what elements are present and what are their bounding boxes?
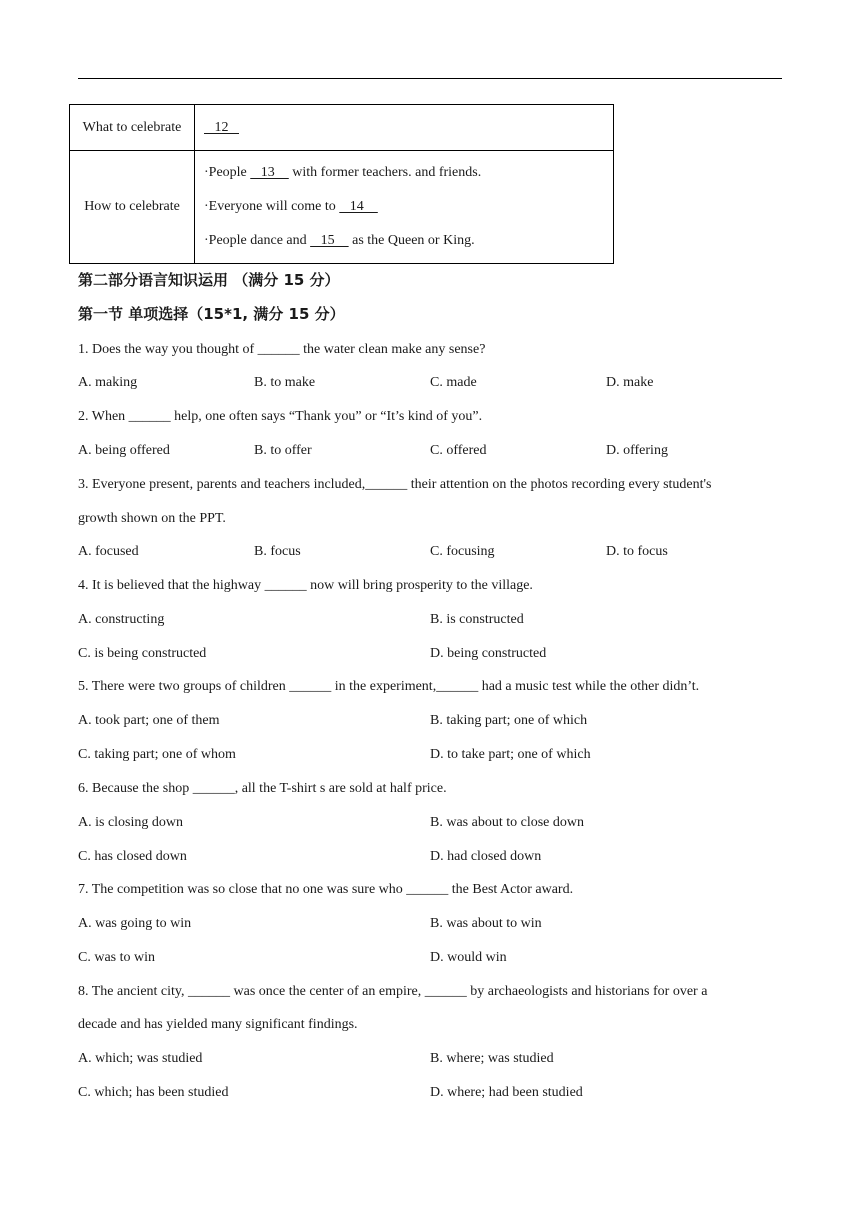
question-stem-continued: decade and has yielded many significant findings. — [78, 1017, 358, 1032]
question-stem: 5. There were two groups of children ______ in the experiment,______ had a music test while the other didn’t. — [78, 679, 700, 694]
option: C. has closed down — [78, 849, 187, 864]
question-stem: 2. When ______ help, one often says “Thank you” or “It’s kind of you”. — [78, 409, 483, 424]
question-stem: 7. The competition was so close that no one was sure who ______ the Best Actor award. — [78, 882, 574, 897]
table-row — [70, 151, 614, 264]
option: B. taking part; one of which — [430, 713, 588, 728]
option: B. was about to close down — [430, 815, 584, 830]
option: A. which; was studied — [78, 1051, 203, 1066]
question-stem: 3. Everyone present, parents and teachers included,______ their attention on the photos recording every student's — [78, 477, 712, 492]
option: C. made — [430, 375, 477, 390]
option: C. offered — [430, 443, 487, 458]
question-stem: 1. Does the way you thought of ______ the water clean make any sense? — [78, 342, 486, 357]
part-title: 第二部分语言知识运用 （满分 15 分） — [78, 271, 340, 289]
line-text: ·People — [204, 165, 251, 180]
option: C. focusing — [430, 544, 495, 559]
option: B. was about to win — [430, 916, 542, 931]
option: C. which; has been studied — [78, 1085, 229, 1100]
option: D. had closed down — [430, 849, 542, 864]
line-text: as the Queen or King. — [348, 233, 475, 248]
option: D. to take part; one of which — [430, 747, 591, 762]
header-rule — [78, 78, 782, 79]
section-title: 第一节 单项选择（15*1, 满分 15 分） — [78, 305, 345, 323]
option: A. being offered — [78, 443, 170, 458]
option: A. took part; one of them — [78, 713, 220, 728]
option: B. is constructed — [430, 612, 524, 627]
row-content — [195, 105, 614, 151]
option: C. taking part; one of whom — [78, 747, 236, 762]
option: B. where; was studied — [430, 1051, 554, 1066]
option: B. to make — [254, 375, 316, 390]
question-stem: 6. Because the shop ______, all the T-shirt s are sold at half price. — [78, 781, 447, 796]
row-content — [195, 151, 614, 264]
option: A. making — [78, 375, 138, 390]
answer-blank: 14 — [339, 199, 378, 214]
row-label: How to celebrate — [70, 151, 195, 264]
celebration-line — [204, 224, 613, 258]
answer-blank: 13 — [250, 165, 289, 180]
table-row — [70, 105, 614, 151]
line-text: ·People dance and — [204, 233, 311, 248]
row-label: What to celebrate — [70, 105, 195, 151]
celebration-line — [204, 190, 613, 224]
option: A. is closing down — [78, 815, 183, 830]
question-stem: 4. It is believed that the highway ______ now will bring prosperity to the village. — [78, 578, 533, 593]
option: D. offering — [606, 443, 668, 458]
option: B. to offer — [254, 443, 312, 458]
option: C. is being constructed — [78, 646, 207, 661]
celebration-line — [204, 156, 613, 190]
line-text: with former teachers. and friends. — [288, 165, 482, 180]
option: A. was going to win — [78, 916, 192, 931]
option: A. focused — [78, 544, 139, 559]
question-stem: 8. The ancient city, ______ was once the center of an empire, ______ by archaeologists and historians for over a — [78, 984, 708, 999]
option: D. where; had been studied — [430, 1085, 583, 1100]
option: D. being constructed — [430, 646, 547, 661]
option: B. focus — [254, 544, 301, 559]
answer-blank: 15 — [310, 233, 349, 248]
option: D. make — [606, 375, 654, 390]
option: D. would win — [430, 950, 507, 965]
line-text: ·Everyone will come to — [204, 199, 340, 214]
celebration-table — [69, 104, 614, 264]
answer-blank: 12 — [204, 119, 239, 135]
option: D. to focus — [606, 544, 668, 559]
question-stem-continued: growth shown on the PPT. — [78, 511, 226, 526]
option: A. constructing — [78, 612, 165, 627]
option: C. was to win — [78, 950, 155, 965]
